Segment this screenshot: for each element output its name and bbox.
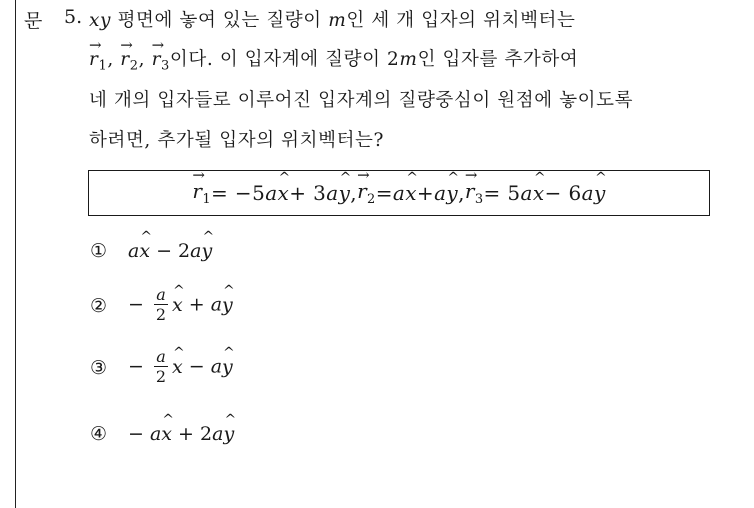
unit-vector: ^ y [446, 181, 458, 205]
position-vector: → $r_1$ [89, 36, 108, 74]
text-run: + 3 [289, 181, 327, 205]
question-line-4: 하려면, 추가될 입자의 위치벡터는? [89, 130, 385, 151]
math-symbol: a [520, 181, 533, 205]
text-run: = 5 [483, 181, 521, 205]
text-run: − 6 [544, 181, 582, 205]
math-symbol: a [212, 423, 224, 445]
choice-1-mark: ① [90, 240, 108, 262]
unit-vector: ^ x [139, 240, 150, 262]
math-symbol: a [434, 181, 447, 205]
text-run: + 2 [172, 423, 213, 445]
text-run: 평면에 놓여 있는 질량이 [111, 10, 329, 31]
choice-4-expression [128, 423, 234, 445]
text-run: − [128, 423, 150, 445]
choice-1-expression [128, 240, 212, 262]
math-symbol: m [399, 49, 418, 70]
choice-3-expression [128, 348, 233, 387]
text-run: + [182, 293, 211, 316]
text-run: , [350, 181, 358, 205]
question-line-1 [89, 6, 575, 32]
choice-4-mark: ④ [90, 423, 108, 445]
text-run: − [182, 355, 211, 378]
text-run: = −5 [211, 181, 266, 205]
math-symbol: a [210, 293, 223, 316]
choice-2-mark: ② [90, 294, 108, 317]
text-run: − 2 [150, 240, 191, 262]
fraction: $\frac{a}{2}$ [155, 285, 167, 324]
unit-vector: ^ y [223, 423, 234, 445]
position-vector: → $r_3$ [151, 36, 170, 74]
text-run: , [107, 49, 121, 70]
left-margin-rule [15, 0, 16, 508]
given-vectors-box [88, 166, 710, 216]
text-run: = [375, 181, 393, 205]
unit-vector: ^ x [172, 356, 183, 378]
choice-2[interactable] [90, 286, 233, 325]
question-number: 5. [64, 6, 83, 28]
unit-vector: ^ x [533, 181, 545, 205]
unit-vector: ^ y [594, 181, 606, 205]
position-vector: → $r_3$ [464, 166, 484, 207]
unit-vector: ^ x [172, 294, 183, 316]
unit-vector: ^ y [222, 356, 233, 378]
math-symbol: a [210, 355, 223, 378]
unit-vector: ^ x [405, 181, 417, 205]
math-symbol: xy [89, 10, 112, 31]
position-vector: → $r_2$ [120, 36, 139, 74]
unit-vector: ^ x [161, 423, 172, 445]
position-vector: → $r_2$ [357, 166, 376, 207]
text-run: − [128, 355, 150, 378]
math-symbol: m [328, 10, 347, 31]
choice-3[interactable] [90, 348, 233, 387]
choice-4[interactable] [90, 423, 234, 445]
choice-3-mark: ③ [90, 356, 108, 379]
question-line-2 [89, 36, 579, 74]
math-symbol: a [190, 240, 202, 262]
choice-2-expression [128, 286, 233, 325]
unit-vector: ^ y [222, 294, 233, 316]
math-symbol: a [265, 181, 278, 205]
text-run: 인 세 개 입자의 위치벡터는 [346, 10, 576, 31]
unit-vector: ^ y [201, 240, 212, 262]
text-run: − [128, 293, 150, 316]
fraction: $\frac{a}{2}$ [155, 347, 167, 386]
unit-vector: ^ x [278, 181, 290, 205]
text-run: 2 [387, 49, 400, 70]
text-run: , [138, 49, 152, 70]
text-run: 이다. 이 입자계에 질량이 [169, 49, 388, 70]
math-symbol: a [581, 181, 594, 205]
math-symbol: a [149, 423, 162, 445]
unit-vector: ^ y [339, 181, 351, 205]
math-symbol: a [392, 181, 406, 205]
question-line-3: 네 개의 입자들로 이루어진 입자계의 질량중심이 원점에 놓이도록 [89, 90, 634, 111]
math-symbol: a [128, 240, 140, 262]
choice-1[interactable] [90, 240, 212, 262]
math-symbol: a [326, 181, 339, 205]
text-run: + [416, 181, 435, 205]
position-vector: → $r_1$ [192, 166, 211, 207]
text-run: , [458, 181, 465, 205]
text-run: 인 입자를 추가하여 [417, 49, 579, 70]
question-label: 문 [24, 10, 44, 32]
